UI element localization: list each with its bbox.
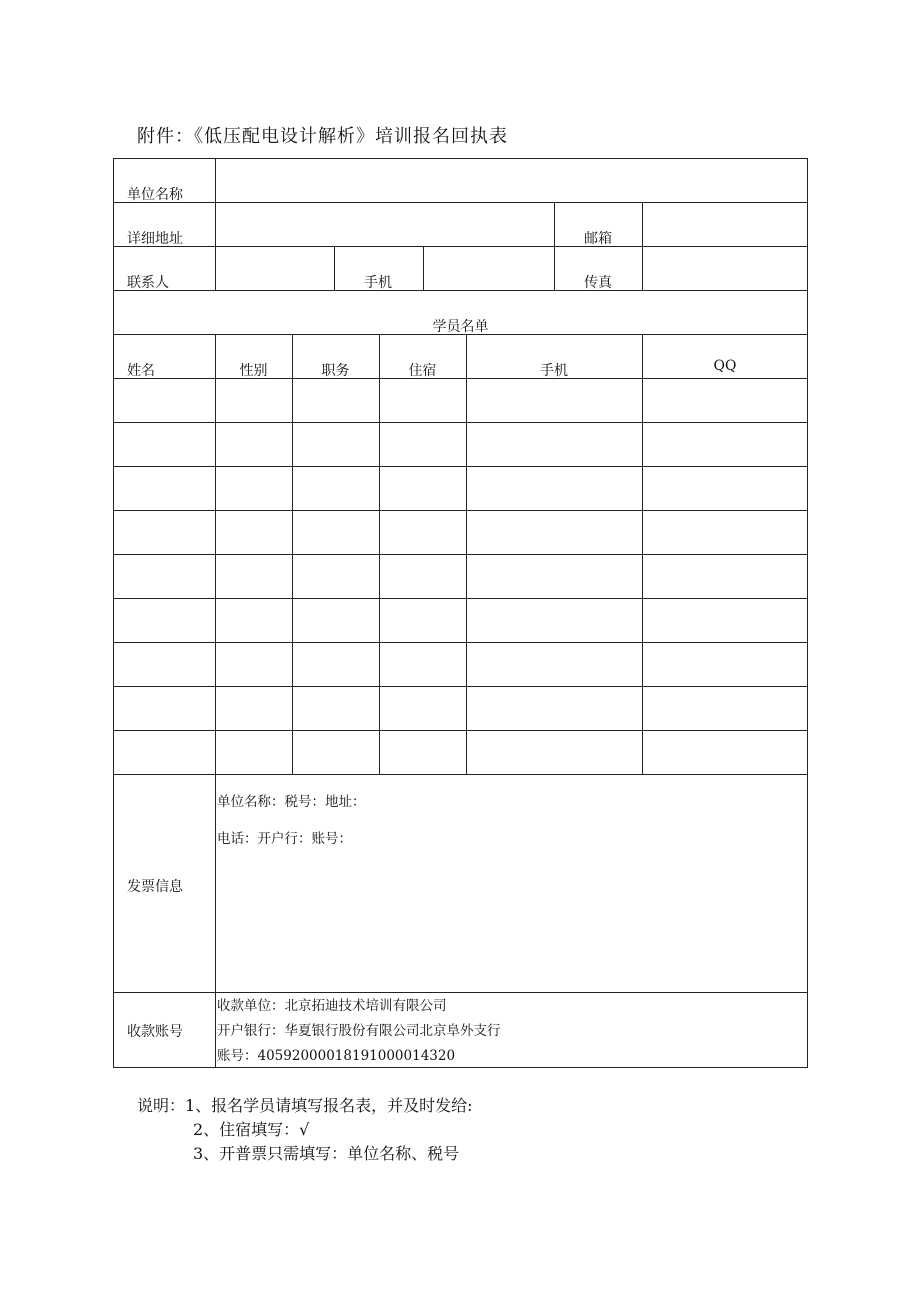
page-title: 附件：《低压配电设计解析》培训报名回执表 [137,126,508,147]
account-line-3: 账号：40592000018191000014320 [217,1048,456,1064]
contact-field[interactable] [216,247,334,290]
contact-label: 联系人 [127,275,169,291]
col-header-mobile: 手机 [540,363,568,379]
col-divider [466,334,467,774]
row-divider [113,642,808,643]
email-label: 邮箱 [584,231,612,247]
col-divider [554,202,555,290]
invoice-line-1: 单位名称：税号：地址： [217,794,366,810]
fax-label: 传真 [584,275,612,291]
col-header-qq: QQ [713,358,737,374]
invoice-line-2: 电话：开户行：账号： [217,831,352,847]
row-divider [113,774,808,775]
col-divider [334,246,335,290]
row-divider [113,422,808,423]
phone-label: 手机 [364,275,392,291]
col-divider [379,334,380,774]
email-field[interactable] [643,203,807,246]
col-header-lodging: 住宿 [408,363,437,379]
invoice-label: 发票信息 [127,879,183,895]
col-header-position: 职务 [321,363,350,379]
col-divider [215,334,216,1068]
note-line-3: 3、开普票只需填写：单位名称、税号 [193,1144,460,1163]
col-divider [292,334,293,774]
row-divider [113,510,808,511]
col-divider [642,334,643,774]
unit-name-label: 单位名称 [127,187,183,203]
row-divider [113,554,808,555]
note-line-2: 2、住宿填写：√ [193,1120,310,1139]
unit-name-field[interactable] [216,159,808,202]
account-line-1: 收款单位：北京拓迪技术培训有限公司 [217,998,447,1014]
registration-form [113,158,808,1068]
row-divider [113,686,808,687]
row-divider [113,598,808,599]
address-field[interactable] [216,203,554,246]
student-list-title: 学员名单 [432,319,489,335]
phone-field[interactable] [424,247,554,290]
row-divider [113,290,808,291]
address-label: 详细地址 [127,231,183,247]
col-header-name: 姓名 [127,363,155,379]
account-line-2: 开户银行：华夏银行股份有限公司北京阜外支行 [217,1023,501,1039]
row-divider [113,466,808,467]
col-header-gender: 性别 [239,363,268,379]
row-divider [113,992,808,993]
account-label: 收款账号 [127,1024,183,1040]
note-line-1: 说明：1、报名学员请填写报名表，并及时发给: [137,1096,473,1115]
row-divider [113,730,808,731]
form-border [113,158,808,1068]
fax-field[interactable] [643,247,807,290]
notes [137,1094,473,1166]
